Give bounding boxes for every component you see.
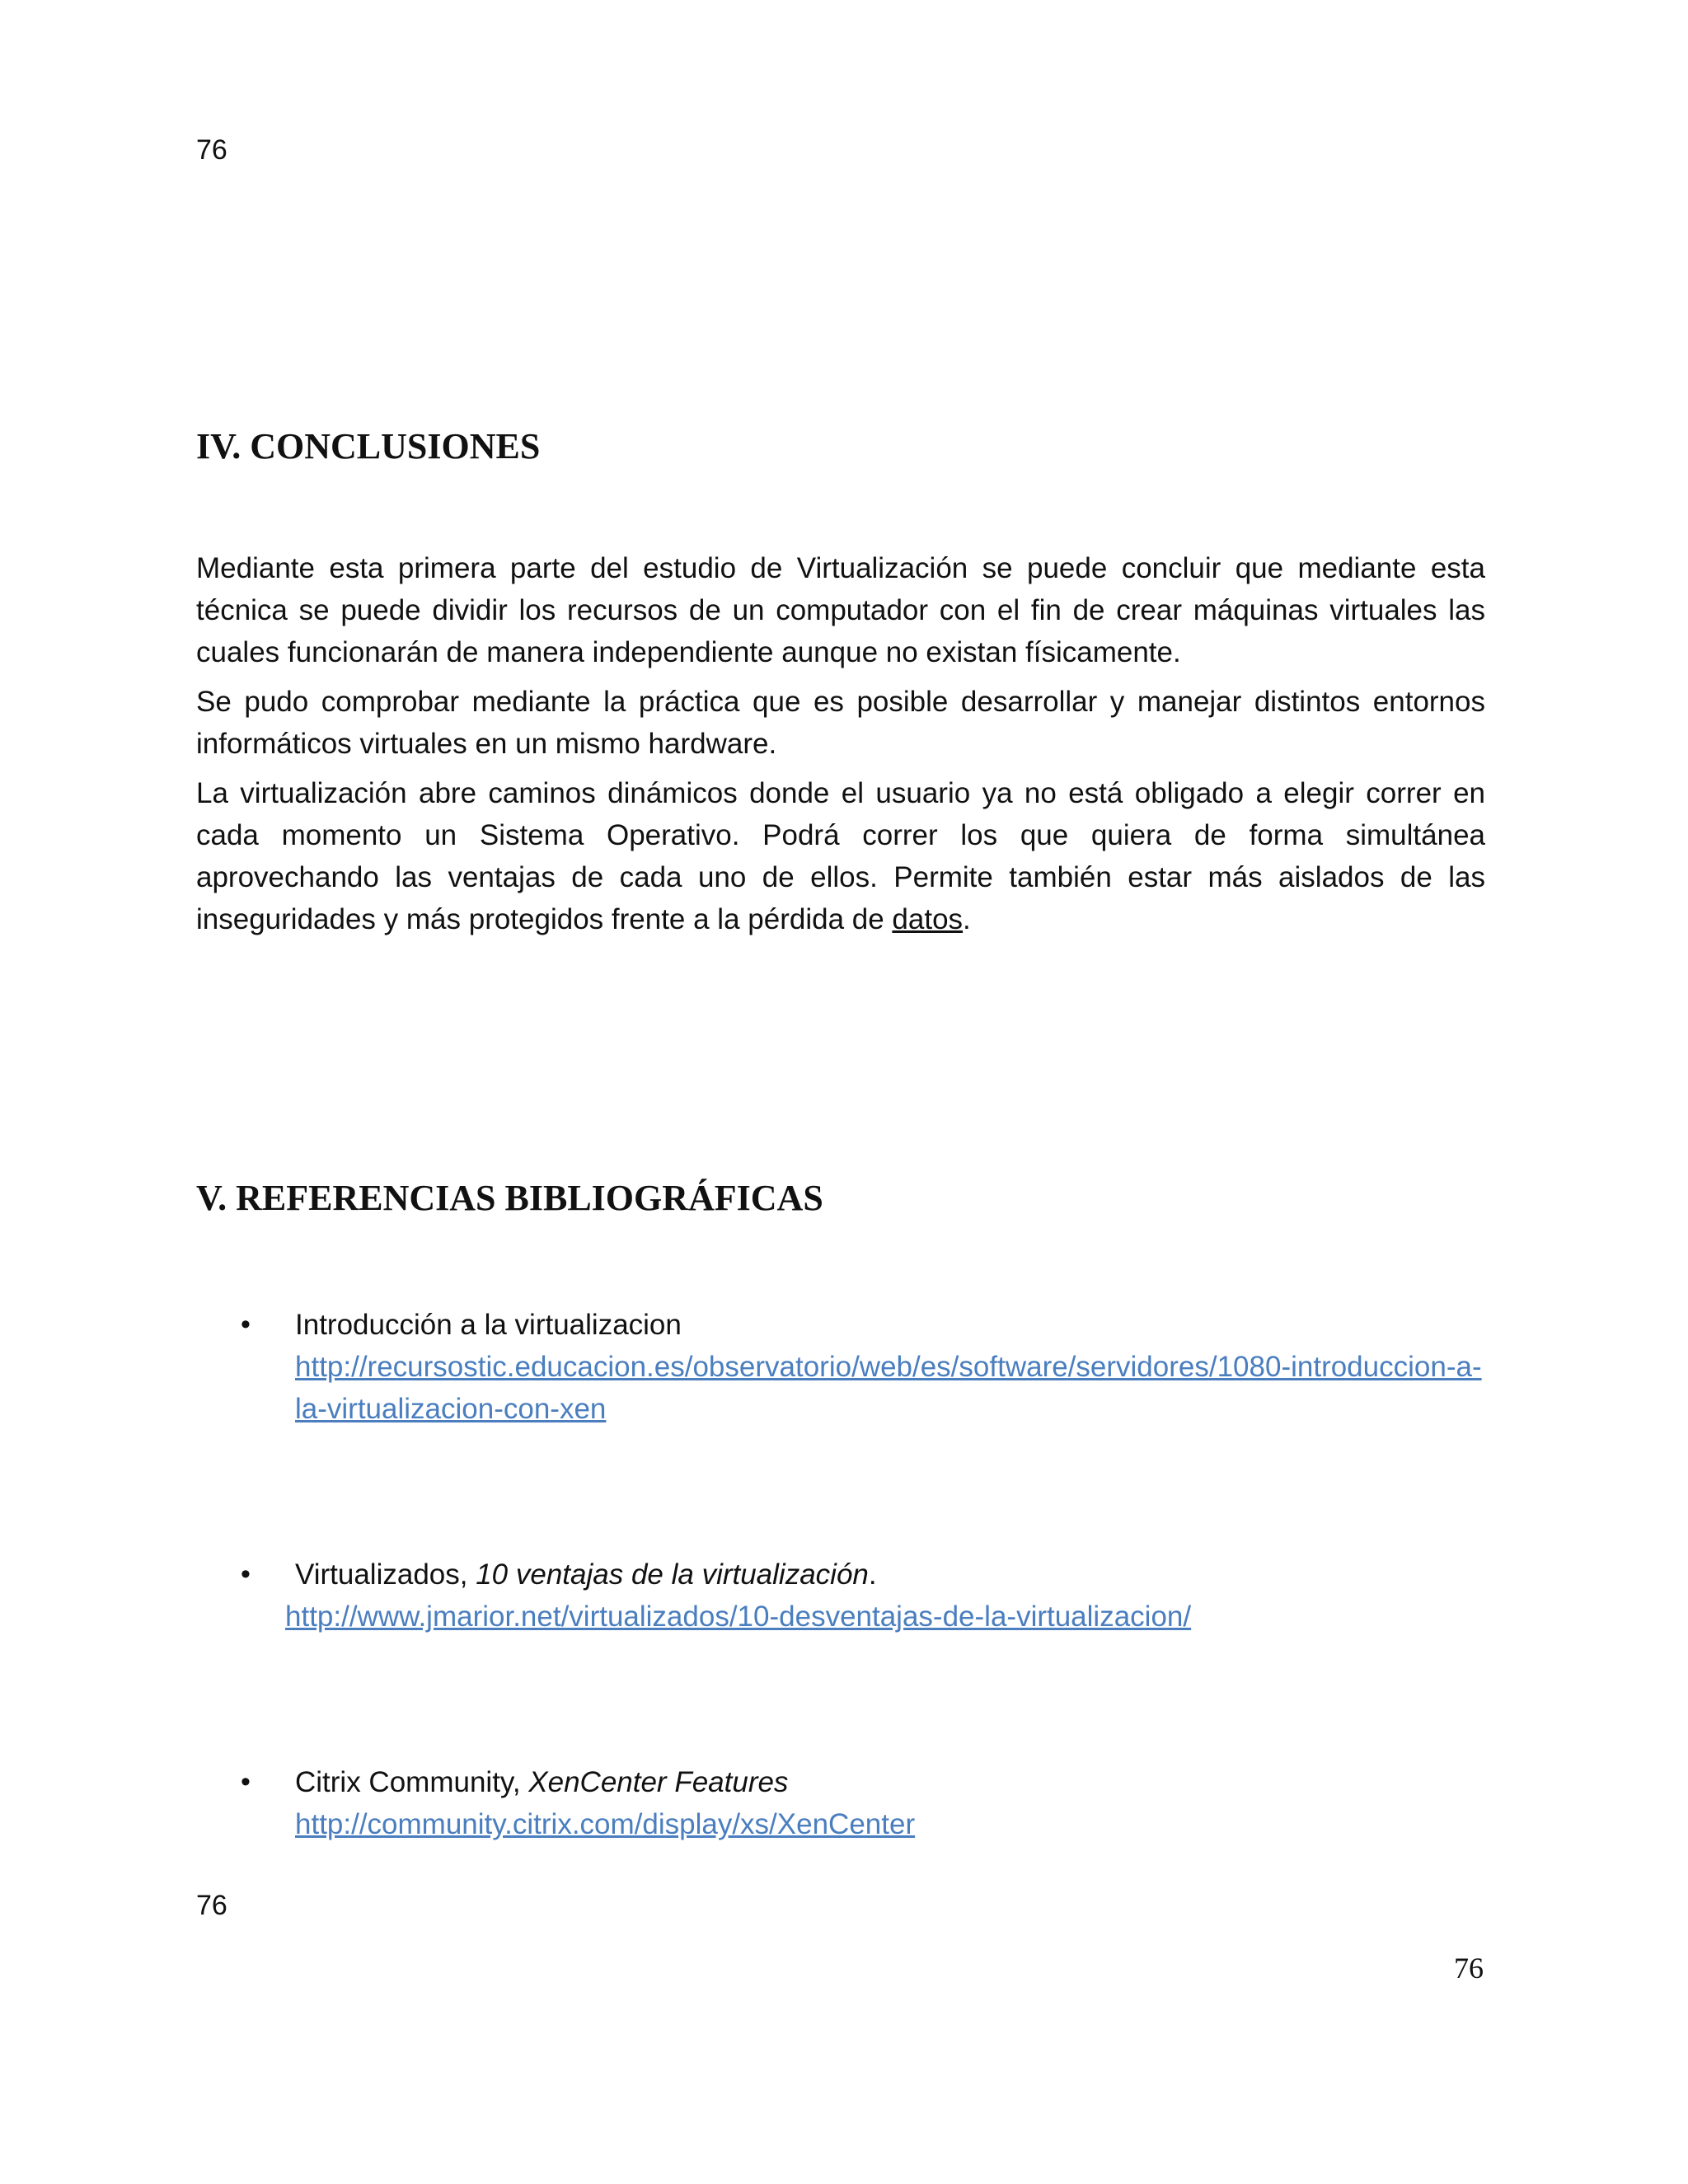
bullet-icon: •: [241, 1558, 251, 1590]
page-number-bottom: 76: [196, 1890, 227, 1921]
bullet-icon: •: [241, 1309, 251, 1340]
reference-author: Citrix Community,: [295, 1766, 529, 1798]
datos-link[interactable]: datos: [892, 903, 964, 935]
reference-link-3[interactable]: http://community.citrix.com/display/xs/XenCenter: [295, 1808, 916, 1840]
reference-item: [196, 1554, 1485, 1638]
bullet-icon: •: [241, 1766, 251, 1797]
conclusiones-body: [196, 547, 1485, 948]
reference-link-2[interactable]: http://www.jmarior.net/virtualizados/10-desventajas-de-la-virtualizacion/: [285, 1601, 1192, 1633]
references-list: [196, 1304, 1485, 1845]
page-number-top: 76: [196, 134, 227, 166]
conclusiones-paragraph-2: Se pudo comprobar mediante la práctica que es posible desarrollar y manejar distintos entornos informáticos virtuales en un mismo hardware.: [196, 686, 1485, 760]
reference-author: Introducción a la virtualizacion: [295, 1309, 682, 1341]
reference-author: Virtualizados,: [295, 1558, 476, 1591]
conclusiones-paragraph-1: Mediante esta primera parte del estudio de Virtualización se puede concluir que mediante esta técnica se puede dividir los recursos de un computador con el fin de crear máquinas virtuales las cuales funcionarán de manera independiente aunque no existan físicamente.: [196, 552, 1485, 668]
reference-title: XenCenter Features: [528, 1766, 789, 1798]
reference-item: [196, 1761, 1485, 1845]
reference-link-1[interactable]: http://recursostic.educacion.es/observatorio/web/es/software/servidores/1080-introduccion-a-la-virtualizacion-con-xen: [295, 1351, 1482, 1425]
conclusiones-paragraph-3: [196, 772, 1485, 940]
reference-title: 10 ventajas de la virtualización: [476, 1558, 869, 1591]
reference-title-suffix: .: [868, 1558, 877, 1591]
referencias-heading: V. REFERENCIAS BIBLIOGRÁFICAS: [196, 1178, 823, 1218]
conclusiones-paragraph-3-text: La virtualización abre caminos dinámicos donde el usuario ya no está obligado a elegir correr en cada momento un Sistema Operativo. Podrá correr los que quiera de forma simultánea aprovechando las ventajas de cada uno de ellos. Permite también estar más aislados de las inseguridades y más protegidos frente a la pérdida de: [196, 777, 1485, 935]
conclusiones-heading: IV. CONCLUSIONES: [196, 426, 541, 466]
page-number-footer: 76: [1454, 1952, 1484, 1985]
conclusiones-paragraph-3-end: .: [963, 903, 971, 935]
reference-item: [196, 1304, 1485, 1430]
